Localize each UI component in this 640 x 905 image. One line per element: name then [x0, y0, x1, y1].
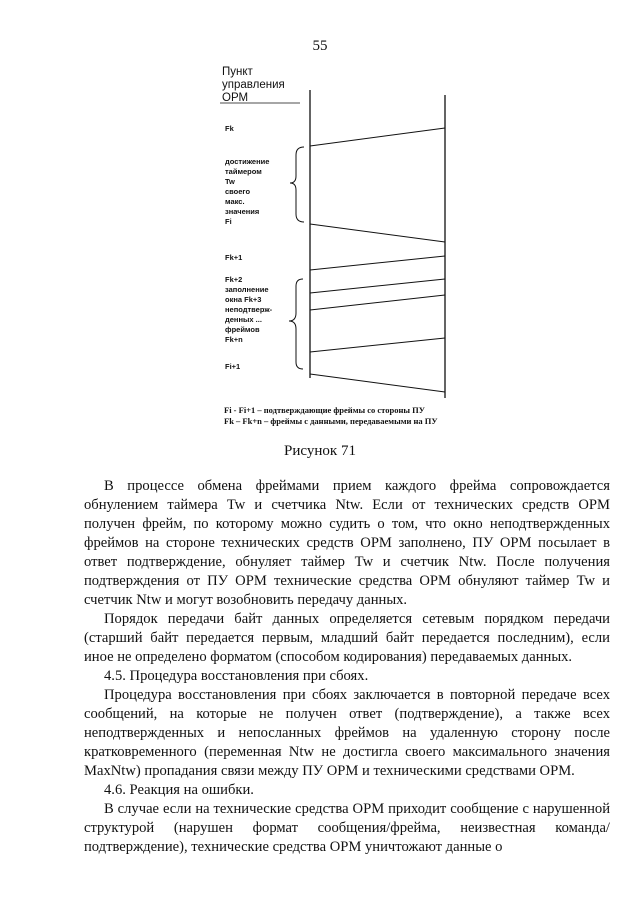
label-fkn: Fk+n: [225, 335, 243, 344]
label-timer-2: таймером: [225, 167, 262, 176]
label-timer-4: своего: [225, 187, 251, 196]
paragraph-2: Порядок передачи байт данных определяется сетевым порядком передачи (старший байт передается первым, младший байт передается последним), если иное не определено форматом (способом кодирования) передаваемых данных.: [84, 611, 610, 665]
message-fi1: [310, 374, 445, 392]
page-number: 55: [312, 38, 328, 54]
legend-line-1: Fi - Fi+1 – подтверждающие фреймы со стороны ПУ: [224, 405, 425, 415]
label-timer-6: значения: [225, 207, 260, 216]
body-text: [84, 477, 610, 857]
message-fk1: [310, 256, 445, 270]
paragraph-4: В случае если на технические средства ОРМ приходит сообщение с нарушенной структурой (нарушен формат сообщения/фрейма, неизвестная команда/подтверждение), технические средства ОРМ уничтожают данные о: [84, 801, 610, 855]
diagram-header-line-3: ОРМ: [222, 92, 249, 104]
message-fk3: [310, 295, 445, 310]
label-fi: Fi: [225, 217, 232, 226]
label-fk: Fk: [225, 124, 234, 133]
brace-timer: [290, 147, 304, 222]
message-fi: [310, 224, 445, 242]
label-fk2: Fk+2: [225, 275, 243, 284]
section-heading-4-5: 4.5. Процедура восстановления при сбоях.: [104, 668, 369, 684]
label-timer-5: макс.: [225, 197, 245, 206]
label-timer-1: достижение: [225, 157, 270, 166]
paragraph-1: В процессе обмена фреймами прием каждого фрейма сопровождается обнулением таймера Tw и счетчика Ntw. Если от технических средств ОРМ получен фрейм, по которому можно судить о том, что окно неподтвержденных фреймов на стороне технических средств ОРМ заполнено, ПУ ОРМ посылает в ответ подтверждение, обнуляет таймер Tw и счетчик Ntw. После получения подтверждения от ПУ ОРМ технические средства ОРМ обнуляют таймер Tw и счетчик Ntw и могут возобновить передачу данных.: [84, 478, 610, 608]
brace-window: [289, 279, 303, 369]
label-fill-2: окна Fk+3: [225, 295, 262, 304]
label-fk1: Fk+1: [225, 253, 243, 262]
diagram-header-line-1: Пункт: [222, 66, 253, 78]
message-fk: [310, 128, 445, 146]
label-fi1: Fi+1: [225, 362, 241, 371]
message-fk2: [310, 279, 445, 293]
diagram-header-line-2: управления: [222, 79, 285, 91]
figure-caption: Рисунок 71: [284, 443, 356, 459]
section-heading-4-6: 4.6. Реакция на ошибки.: [104, 782, 254, 798]
label-fill-1: заполнение: [225, 285, 269, 294]
label-fill-5: фреймов: [225, 325, 260, 334]
paragraph-3: Процедура восстановления при сбоях заключается в повторной передаче всех сообщений, на которые не получен ответ (подтверждение), а также всех неподтвержденных и непосланных фреймов на удаленную сторону после кратковременного (переменная Ntw не достигла своего максимального значения MaxNtw) пропадания связи между ПУ ОРМ и техническими средствами ОРМ.: [84, 687, 610, 779]
label-fill-4: денных ...: [225, 315, 262, 324]
message-fkn: [310, 338, 445, 352]
label-timer-3: Tw: [225, 177, 235, 186]
label-fill-3: неподтверж-: [225, 305, 273, 314]
legend-line-2: Fk – Fk+n – фреймы с данными, передаваемыми на ПУ: [224, 416, 438, 426]
